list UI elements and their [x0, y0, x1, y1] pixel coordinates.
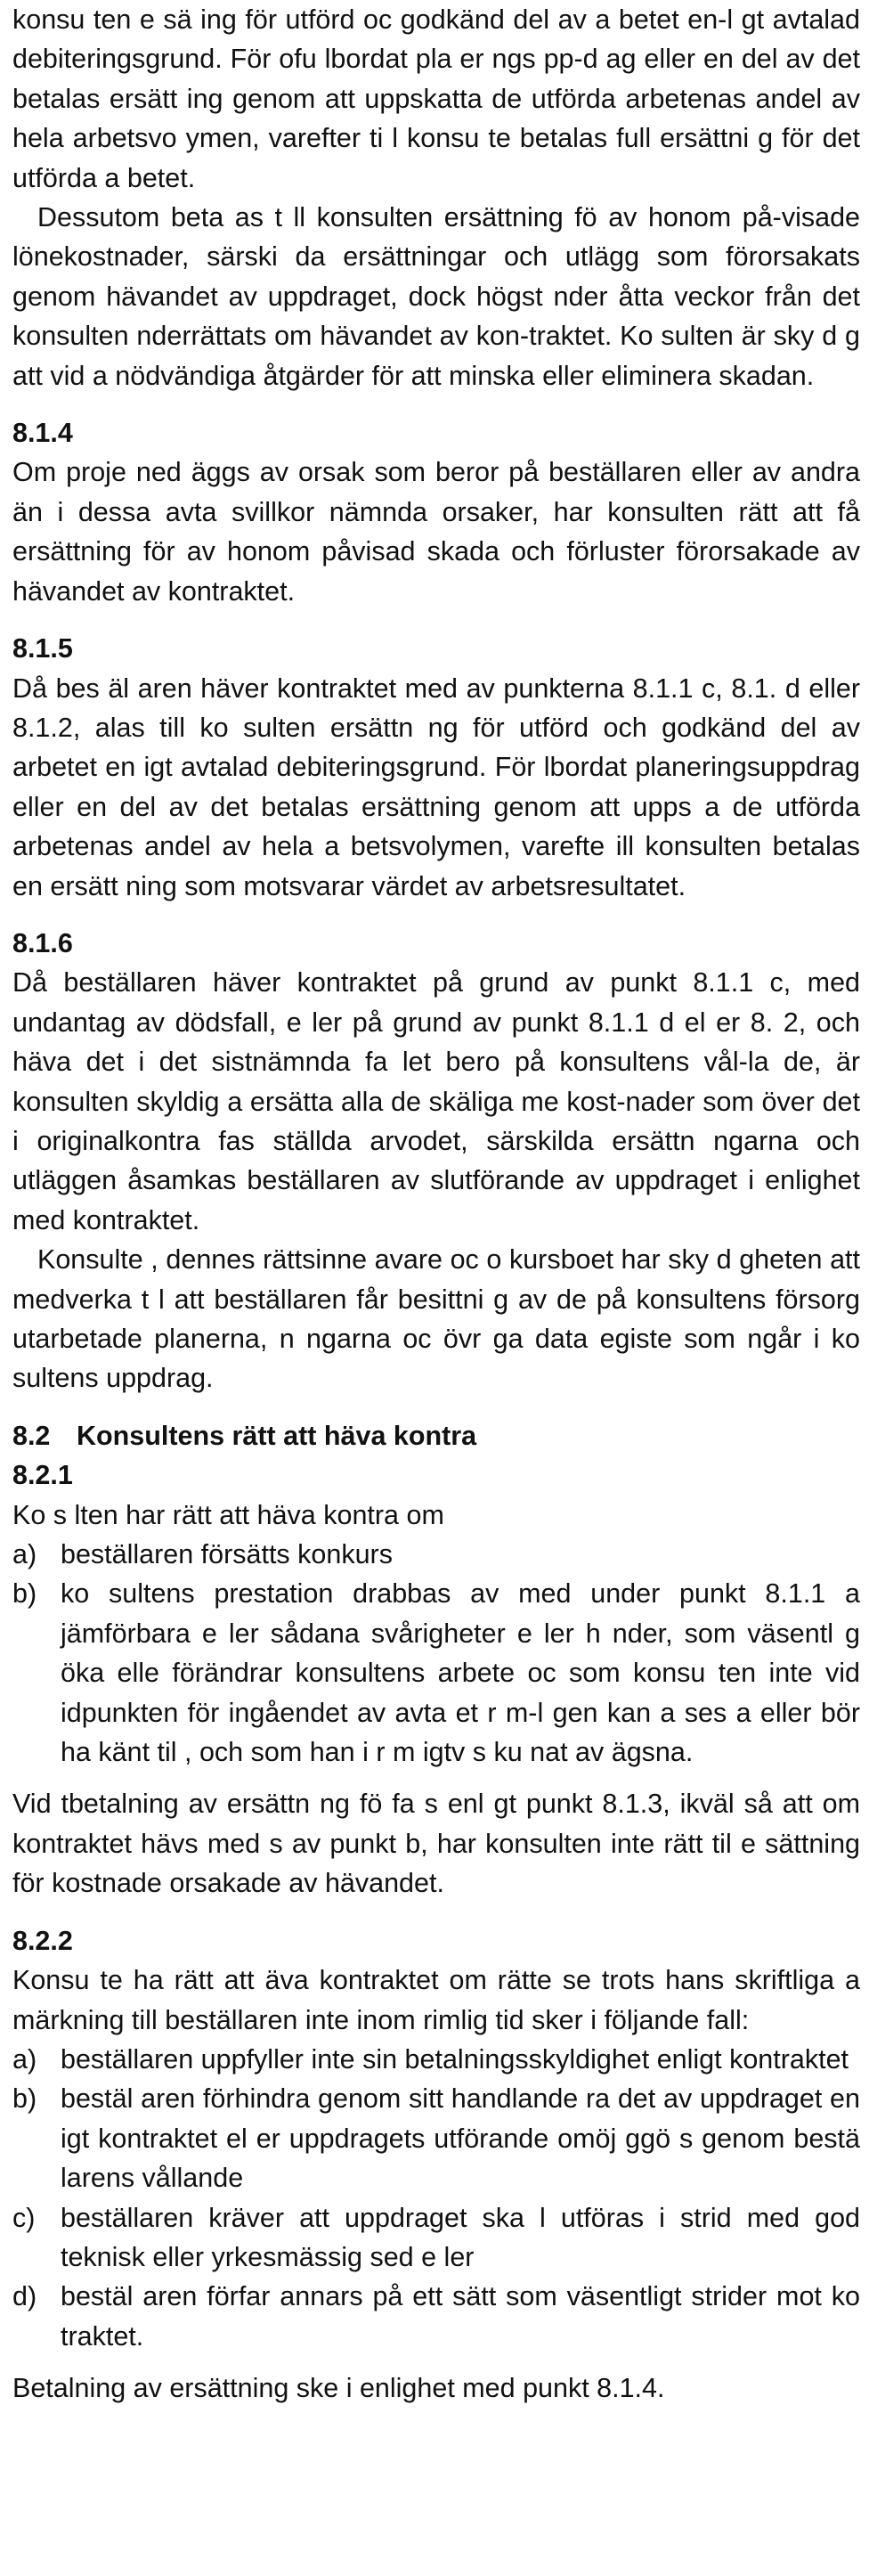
list-item — [12, 1574, 860, 1772]
list-item-text: ko sultens prestation drabbas av med under punkt 8.1.1 a jämförbara e ler sådana svårigheter e ler h nder, som väsentl g öka elle förändrar konsultens arbete oc som konsu ten inte vid idpunkten för ingåendet av avta et r m-l gen kan a ses a eller bör ha känt til , och som han i r m igtv s ku nat av ägsna. — [61, 1578, 860, 1768]
section-number-8-1-6: 8.1.6 — [12, 927, 73, 958]
list-marker: a) — [12, 2043, 37, 2075]
list-item — [12, 2040, 860, 2079]
section-intro-8-2-1: Ko s lten har rätt att häva kontra om — [12, 1499, 444, 1530]
list-item-text: bestäl aren förhindra genom sitt handlande ra det av uppdraget en igt kontraktet el er uppdragets utförande omöj ggö s genom bestä larens vållande — [61, 2083, 860, 2194]
section-text-8-1-6: Då beställaren häver kontraktet på grund av punkt 8.1.1 c, med undantag av dödsfall, e ler på grund av punkt 8.1.1 d el er 8. 2, och häva det i det sistnämnda fa let bero på konsultens vål-la de, är konsulten skyldig a ersätta alla de skäliga me kost-nader som över det i originalkontra fas ställda arvodet, särskilda ersättn ngarna och utläggen åsamkas beställaren av slutförande av uppdraget i enlighet med kontraktet. — [12, 967, 860, 1235]
section-text-8-1-6-cont: Konsulte , dennes rättsinne avare oc o kursboet har sky d gheten att medverka t l att beställaren får besittni g av de på konsultens försorg utarbetade planerna, n ngarna oc övr ga data egiste som ngår i ko sultens uppdrag. — [12, 1244, 860, 1394]
list-8-2-2 — [12, 2040, 860, 2356]
list-item-text: bestäl aren förfar annars på ett sätt som väsentligt strider mot ko traktet. — [61, 2281, 860, 2352]
list-item — [12, 2079, 860, 2197]
section-after-8-2-2: Betalning av ersättning ske i enlighet med punkt 8.1.4. — [12, 2373, 665, 2404]
section-text-8-1-5: Då bes äl aren häver kontraktet med av punkterna 8.1.1 c, 8.1. d eller 8.1.2, alas till ko sulten ersättn ng för utförd och godkänd del av arbetet en igt avtalad debiteringsgrund. För lbordat planeringsuppdrag eller en del av det betalas ersättning genom att upps a de utförda arbetenas andel av hela a betsvolymen, varefte ill konsulten betalas en ersätt ning som motsvarar värdet av arbetsresultatet. — [12, 673, 860, 901]
section-number-8-2-2: 8.2.2 — [12, 1925, 73, 1956]
list-item-text: beställaren försätts konkurs — [61, 1539, 393, 1570]
list-marker: c) — [12, 2202, 36, 2233]
list-marker: a) — [12, 1539, 37, 1570]
paragraph-top-2: Dessutom beta as t ll konsulten ersättning fö av honom på-visade lönekostnader, särski da ersättningar och utlägg som förorsakats genom hävandet av uppdraget, dock högst nder åtta veckor från det konsulten nderrättats om hävandet av kon-traktet. Ko sulten är sky d g att vid a nödvändiga åtgärder för att minska eller eliminera skadan. — [12, 202, 860, 391]
list-marker: b) — [12, 1578, 37, 1610]
section-number-8-2-1: 8.2.1 — [12, 1460, 73, 1491]
section-title-8-2: Konsultens rätt att häva kontra — [77, 1420, 477, 1451]
section-number-8-1-4: 8.1.4 — [12, 418, 73, 449]
list-marker: d) — [12, 2281, 37, 2312]
section-intro-8-2-2: Konsu te ha rätt att äva kontraktet om rätte se trots hans skriftliga a märkning till beställaren inte inom rimlig tid sker i följande fall: — [12, 1965, 860, 2035]
document-page — [12, 0, 860, 2409]
list-item-text: beställaren kräver att uppdraget ska l utföras i strid med god teknisk eller yrkesmässig sed e ler — [61, 2202, 860, 2272]
list-item — [12, 2277, 860, 2356]
section-number-8-2: 8.2 — [12, 1420, 51, 1451]
list-item — [12, 1535, 860, 1574]
list-item — [12, 2198, 860, 2278]
list-8-2-1 — [12, 1535, 860, 1772]
section-text-8-1-4: Om proje ned äggs av orsak som beror på beställaren eller av andra än i dessa avta svillkor nämnda orsaker, har konsulten rätt att få ersättning för av honom påvisad skada och förluster förorsakade av hävandet av kontraktet. — [12, 457, 860, 607]
section-number-8-1-5: 8.1.5 — [12, 633, 73, 664]
list-marker: b) — [12, 2083, 37, 2115]
list-item-text: beställaren uppfyller inte sin betalningsskyldighet enligt kontraktet — [61, 2043, 849, 2075]
section-heading-8-2 — [12, 1416, 860, 1455]
section-after-8-2-1: Vid tbetalning av ersättn ng fö fa s enl gt punkt 8.1.3, ikväl så att om kontraktet hävs med s av punkt b, har konsulten inte rätt til e sättning för kostnade orsakade av hävandet. — [12, 1789, 860, 1899]
paragraph-top-1: konsu ten e sä ing för utförd oc godkänd del av a betet en-l gt avtalad debiteringsgrund. För ofu lbordat pla er ngs pp-d ag eller en del av det betalas ersätt ing genom att uppskatta de utförda arbetenas andel av hela arbetsvo ymen, varefter ti l konsu te betalas full ersättni g för det utförda a betet. — [12, 4, 860, 193]
